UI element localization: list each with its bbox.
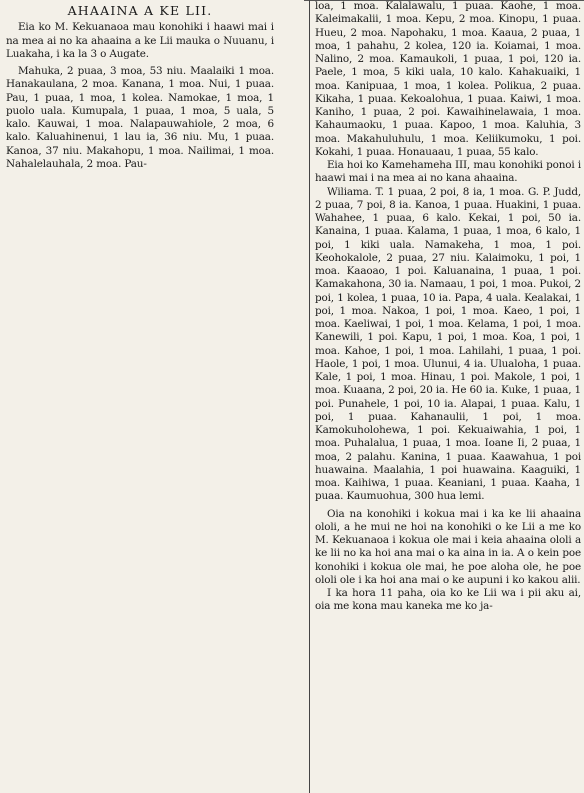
donor-list-paragraph: Mahuka, 2 puaa, 3 moa, 53 niu. Maalaiki 1 moa. Hanakaulana, 2 moa. Kanana, 1 moa. Nui, 1 puaa. Pau, 1 puaa, 1 moa, 1 kolea. Namokae, 1 moa, 1 puolo uala. Kumupala, 1 puaa, 1 moa, 5 uala, 5 kalo. Kauwai, 1 moa. Nalapauwahiole, 2 moa, 6 kalo. Kaluahinenui, 1 lau ia, 36 niu. Mu, 1 puaa. Kanoa, 37 niu. Makahopu, 1 moa. Nailimai, 1 moa. Nahalelauhala, 2 moa. Pau- (6, 65, 274, 170)
closing-paragraph: Oia na konohiki i kokua mai i ka ke lii ahaaina ololi, a he mui ne hoi na konohiki o ke Lii a me ko M. Kekuanaoa i kokua ole mai i keia ahaaina ololi a ke lii no ka hoi ana mai o ka aina in ia. A o kein poe konohiki i kokua ole mai, he poe aloha ole, he poe ololi ole i ka hoi ana mai o ke aupuni i ko kakou alii. (315, 507, 581, 586)
intro-paragraph: Eia ko M. Kekuanaoa mau konohiki i haawi mai i na mea ai no ka ahaaina a ke Lii mauka o Nuuanu, i Luakaha, i ka la 3 o Augate. (6, 21, 274, 60)
column-divider (309, 0, 310, 793)
left-column (6, 0, 274, 171)
final-paragraph: I ka hora 11 paha, oia ko ke Lii wa i pii aku ai, oia me kona mau kaneka me ko ja- (315, 587, 581, 613)
king-konohiki-intro: Eia hoi ko Kamehameha III, mau konohiki ponoi i haawi mai i na mea ai no kana ahaaina. (315, 159, 581, 185)
king-donor-list: Wiliama. T. 1 puaa, 2 poi, 8 ia, 1 moa. G. P. Judd, 2 puaa, 7 poi, 8 ia. Kanoa, 1 puaa. Huakini, 1 puaa. Wahahee, 1 puaa, 6 kalo. Kekai, 1 poi, 50 ia. Kanaina, 1 puaa. Kalama, 1 puaa, 1 moa, 6 kalo, 1 poi, 1 kiki uala. Namakeha, 1 moa, 1 poi. Keohokalole, 2 puaa, 27 niu. Kalaimoku, 1 poi, 1 moa. Kaaoao, 1 poi. Kaluanaina, 1 puaa, 1 poi. Kamakahona, 30 ia. Namaau, 1 poi, 1 moa. Pukoi, 2 poi, 1 kolea, 1 puaa, 10 ia. Papa, 4 uala. Kealakai, 1 poi, 1 moa. Nakoa, 1 poi, 1 moa. Kaeo, 1 poi, 1 moa. Kaeliwai, 1 poi, 1 moa. Kelama, 1 poi, 1 moa. Kanewili, 1 poi. Kapu, 1 poi, 1 moa. Koa, 1 poi, 1 moa. Kahoe, 1 poi, 1 moa. Lahilahi, 1 puaa, 1 poi. Haole, 1 poi, 1 moa. Ulunui, 4 ia. Ulualoha, 1 puaa. Kale, 1 poi, 1 moa. Hinau, 1 poi. Makole, 1 poi, 1 moa. Kuaana, 2 poi, 20 ia. He 60 ia. Kuke, 1 puaa, 1 poi. Punahele, 1 poi, 10 ia. Alapai, 1 puaa. Kalu, 1 poi, 1 puaa. Kahanaulii, 1 poi, 1 moa. Kamokuholohewa, 1 poi. Kekuaiwahia, 1 poi, 1 moa. Puhalalua, 1 puaa, 1 moa. Ioane Ii, 2 puaa, 1 moa, 2 palahu. Kanina, 1 puaa. Kaawahua, 1 poi huawaina. Maalahia, 1 poi huawaina. Kaaguiki, 1 moa. Kaihiwa, 1 puaa. Keaniani, 1 puaa. Kaaha, 1 puaa. Kaumuohua, 300 hua lemi. (315, 185, 581, 503)
right-column (315, 0, 581, 614)
donor-list-continued: loa, 1 moa. Kalalawalu, 1 puaa. Kaohe, 1 moa. Kaleimakalii, 1 moa. Kepu, 2 moa. Kinopu, 1 puaa. Hueu, 2 moa. Napohaku, 1 moa. Kaaua, 2 puaa, 1 moa, 1 pahahu, 2 kolea, 120 ia. Koiamai, 1 moa. Nalino, 2 moa. Kamaukoli, 1 puaa, 1 poi, 120 ia. Paele, 1 moa, 5 kiki uala, 10 kalo. Kahakuaiki, 1 moa. Kanipuaa, 1 moa, 1 kolea. Polikua, 2 puaa. Kikaha, 1 puaa. Kekoalohua, 1 puaa. Kaiwi, 1 moa. Kaniho, 1 puaa, 2 poi. Kawaihinelawaia, 1 moa. Kahaumaoku, 1 puaa. Kapoo, 1 moa. Kaluhia, 3 moa. Makahuluhulu, 1 moa. Keliikumoku, 1 poi. Kokahi, 1 puaa. Honauaau, 1 puaa, 55 kalo. (315, 0, 581, 158)
article-headline: AHAAINA A KE LII. (67, 3, 213, 18)
